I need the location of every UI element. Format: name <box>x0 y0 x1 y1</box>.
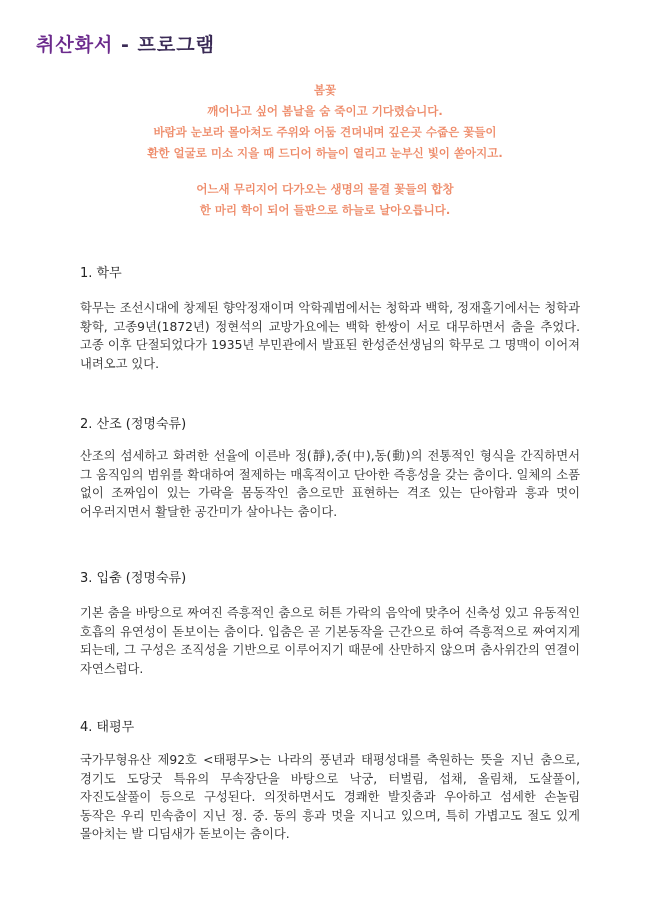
section-heading: 4. 태평무 <box>80 720 135 735</box>
section-body: 학무는 조선시대에 창제된 향악정재이며 악학궤범에서는 청학과 백학, 정재홀기에서는 청학과 황학, 고종9년(1872년) 정현석의 교방가요에는 백학 한쌍이 서로 대무하면서 춤을 추었다. 고종 이후 단절되었다가 1935년 부민관에서 발표된 한성준선생님의 학무로 그 명맥이 이어져 내려오고 있다. <box>80 301 580 371</box>
document-subtitle: - 프로그램 <box>121 34 215 56</box>
section-hakmu <box>80 262 580 373</box>
poem-line: 한 마리 학이 되어 들판으로 하늘로 날아오릅니다. <box>199 203 451 217</box>
section-heading: 1. 학무 <box>80 266 122 281</box>
section-sanjo <box>80 413 580 521</box>
document-title-text: 취산화서 <box>36 34 114 56</box>
poem-line: 환한 얼굴로 미소 지을 때 드디어 하늘이 열리고 눈부신 빛이 쏟아지고. <box>147 146 503 160</box>
section-body: 국가무형유산 제92호 <태평무>는 나라의 풍년과 태평성대를 축원하는 뜻을 지닌 춤으로, 경기도 도당굿 특유의 무속장단을 바탕으로 낙궁, 터벌림, 섭채, 올림채, 도살풀이, 자진도살풀이 등으로 구성된다. 의젓하면서도 경쾌한 발짓춤과 우아하고 섬세한 손놀림 동작은 우리 민속춤이 지닌 정. 중. 동의 흥과 멋을 지니고 있으며, 특히 가볍고도 절도 있게 몰아치는 발 디딤새가 돋보이는 춤이다. <box>80 753 580 842</box>
stanza-gap <box>0 164 650 179</box>
poem-line: 바람과 눈보라 몰아쳐도 주위와 어둠 견뎌내며 깊은곳 수줍은 꽃들이 <box>153 125 497 139</box>
poem-line: 깨어나고 싶어 봄날을 숨 죽이고 기다렸습니다. <box>207 104 443 118</box>
section-ipchum <box>80 567 580 678</box>
poem-line: 어느새 무리지어 다가오는 생명의 물결 꽃들의 합창 <box>196 182 454 196</box>
section-taepyeongmu <box>80 716 580 844</box>
section-body: 산조의 섬세하고 화려한 선율에 이른바 정(靜),중(中),동(動)의 전통적인 형식을 간직하면서 그 움직임의 범위를 확대하여 절제하는 매혹적이고 단아한 즉흥성을 갖는 춤이다. 일체의 소품 없이 조짜임이 있는 가락을 몸동작인 춤으로만 표현하는 격조 있는 단아함과 흥과 멋이 어우러지면서 활달한 공간미가 살아나는 춤이다. <box>80 449 580 519</box>
poem-title: 봄꽃 <box>313 83 337 97</box>
section-heading: 2. 산조 (정명숙류) <box>80 417 187 432</box>
document-title <box>36 30 215 57</box>
poem <box>0 80 650 221</box>
section-body: 기본 춤을 바탕으로 짜여진 즉흥적인 춤으로 허튼 가락의 음악에 맞추어 신축성 있고 유동적인 호흡의 유연성이 돋보이는 춤이다. 입춤은 곧 기본동작을 근간으로 하여 즉흥적으로 짜여지게 되는데, 그 구성은 조직성을 기반으로 이루어지기 때문에 산만하지 않으며 춤사위간의 연결이 자연스럽다. <box>80 606 580 676</box>
section-heading: 3. 입춤 (정명숙류) <box>80 571 187 586</box>
